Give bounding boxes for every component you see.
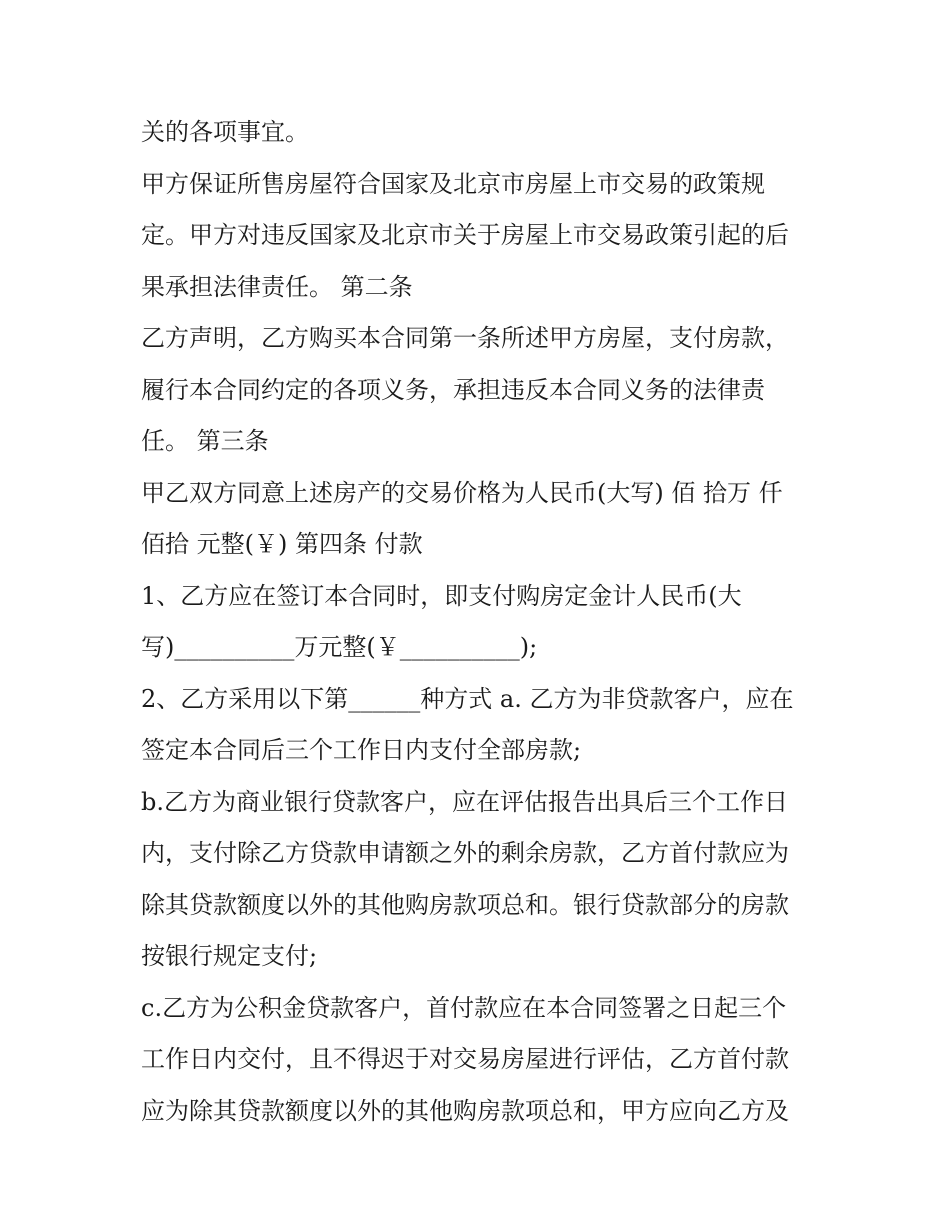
text-line: 按银行规定支付; bbox=[141, 942, 318, 970]
text-line: b.乙方为商业银行贷款客户，应在评估报告出具后三个工作日 bbox=[141, 787, 788, 816]
text-line: 甲方保证所售房屋符合国家及北京市房屋上市交易的政策规 bbox=[141, 169, 765, 198]
text-line: c.乙方为公积金贷款客户，首付款应在本合同签署之日起三个 bbox=[141, 993, 787, 1022]
contract-body-text bbox=[141, 107, 821, 1137]
text-line: 应为除其贷款额度以外的其他购房款项总和，甲方应向乙方及 bbox=[141, 1096, 789, 1125]
text-line: 除其贷款额度以外的其他购房款项总和。银行贷款部分的房款 bbox=[141, 890, 789, 919]
text-line: 2、乙方采用以下第______种方式 a. 乙方为非贷款客户，应在 bbox=[141, 684, 794, 713]
text-line: 乙方声明，乙方购买本合同第一条所述甲方房屋，支付房款， bbox=[141, 324, 789, 352]
text-line: 内，支付除乙方贷款申请额之外的剩余房款，乙方首付款应为 bbox=[141, 839, 789, 867]
text-line: 履行本合同约定的各项义务，承担违反本合同义务的法律责 bbox=[141, 375, 765, 404]
text-line: 任。 第三条 bbox=[141, 427, 269, 455]
text-line: 关的各项事宜。 bbox=[141, 118, 309, 146]
text-line: 写)__________万元整(￥__________); bbox=[141, 633, 538, 661]
text-line: 佰拾 元整(￥) 第四条 付款 bbox=[141, 530, 423, 558]
text-line: 工作日内交付，且不得迟于对交易房屋进行评估，乙方首付款 bbox=[141, 1045, 789, 1073]
text-line: 定。甲方对违反国家及北京市关于房屋上市交易政策引起的后 bbox=[141, 221, 789, 249]
text-line: 甲乙双方同意上述房产的交易价格为人民币(大写) 佰 拾万 仟 bbox=[141, 478, 783, 507]
text-line: 签定本合同后三个工作日内支付全部房款; bbox=[141, 736, 582, 764]
text-line: 1、乙方应在签订本合同时，即支付购房定金计人民币(大 bbox=[141, 581, 742, 610]
text-line: 果承担法律责任。 第二条 bbox=[141, 272, 413, 301]
